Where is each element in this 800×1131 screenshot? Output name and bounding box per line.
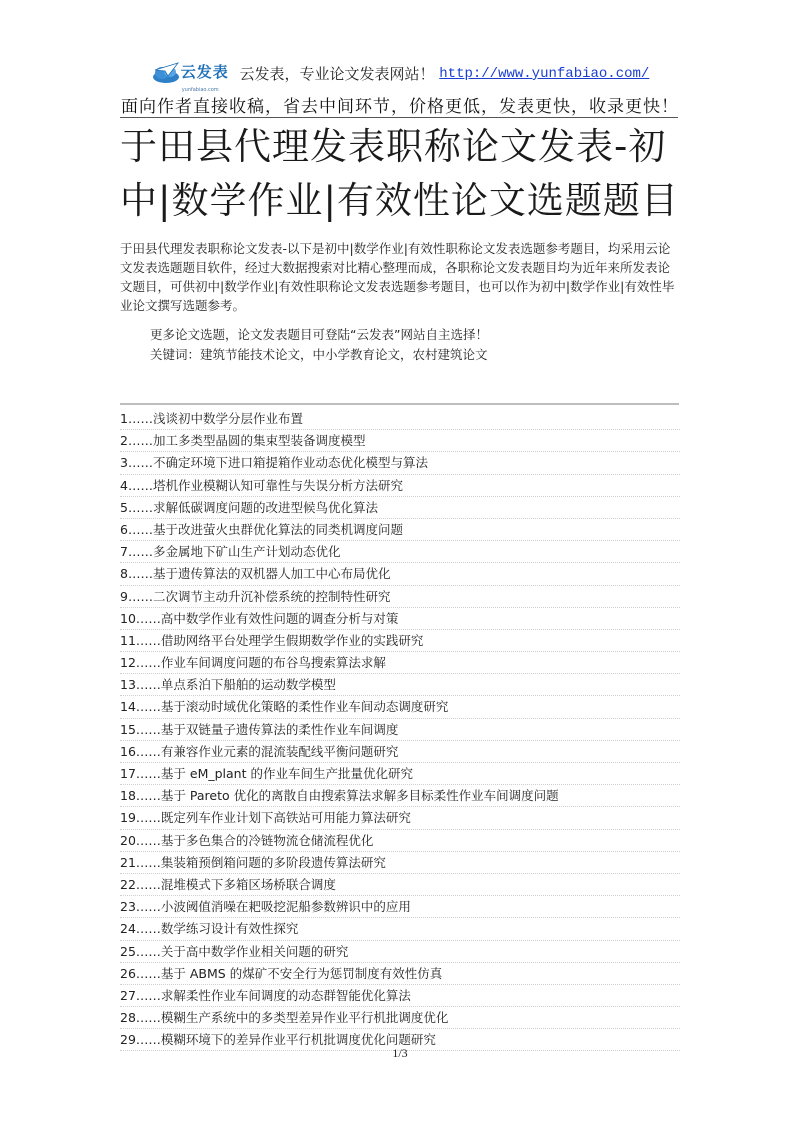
topic-item: 3……不确定环境下进口箱提箱作业动态优化模型与算法	[120, 452, 680, 474]
more-topics-note: 更多论文选题，论文发表题目可登陆“云发表”网站自主选择！	[150, 327, 488, 342]
header-divider	[120, 117, 678, 118]
topic-item: 2……加工多类型晶圆的集束型装备调度模型	[120, 430, 680, 452]
topic-item: 15……基于双链量子遗传算法的柔性作业车间调度	[120, 719, 680, 741]
topic-item: 17……基于 eM_plant 的作业车间生产批量优化研究	[120, 763, 680, 785]
site-url-link[interactable]: http://www.yunfabiao.com/	[439, 66, 650, 82]
topic-item: 26……基于 ABMS 的煤矿不安全行为惩罚制度有效性仿真	[120, 963, 680, 985]
topic-list	[120, 408, 680, 1051]
topic-item: 7……多金属地下矿山生产计划动态优化	[120, 541, 680, 563]
topic-item: 5……求解低碳调度问题的改进型候鸟优化算法	[120, 497, 680, 519]
topic-item: 22……混堆模式下多箱区场桥联合调度	[120, 874, 680, 896]
list-divider	[120, 403, 679, 405]
topic-item: 6……基于改进萤火虫群优化算法的同类机调度问题	[120, 519, 680, 541]
logo-subtext: yunfabiao.com	[181, 87, 219, 93]
site-header	[0, 60, 800, 93]
topic-item: 11……借助网络平台处理学生假期数学作业的实践研究	[120, 630, 680, 652]
topic-item: 19……既定列车作业计划下高铁站可用能力算法研究	[120, 807, 680, 829]
topic-item: 28……模糊生产系统中的多类型差异作业平行机批调度优化	[120, 1007, 680, 1029]
topic-item: 29……模糊环境下的差异作业平行机批调度优化问题研究	[120, 1029, 680, 1051]
topic-item: 20……基于多色集合的冷链物流仓储流程优化	[120, 830, 680, 852]
cloud-paper-plane-icon	[151, 60, 181, 86]
topic-item: 9……二次调节主动升沉补偿系统的控制特性研究	[120, 586, 680, 608]
topic-item: 23……小波阈值消噪在耙吸挖泥船参数辨识中的应用	[120, 896, 680, 918]
topic-item: 14……基于滚动时域优化策略的柔性作业车间动态调度研究	[120, 696, 680, 718]
topic-item: 25……关于高中数学作业相关问题的研究	[120, 941, 680, 963]
topic-item: 10……高中数学作业有效性问题的调查分析与对策	[120, 608, 680, 630]
topic-item: 12……作业车间调度问题的布谷鸟搜索算法求解	[120, 652, 680, 674]
yunfabiao-logo[interactable]	[151, 60, 233, 93]
site-tagline: 面向作者直接收稿，省去中间环节，价格更低，发表更快，收录更快！	[121, 97, 679, 117]
site-slogan: 云发表，专业论文发表网站！	[239, 65, 435, 83]
topic-item: 16……有兼容作业元素的混流装配线平衡问题研究	[120, 741, 680, 763]
topic-item: 8……基于遗传算法的双机器人加工中心布局优化	[120, 563, 680, 585]
logo-text: 云发表	[180, 63, 229, 81]
topic-item: 13……单点系泊下船舶的运动数学模型	[120, 674, 680, 696]
topic-item: 4……塔机作业模糊认知可靠性与失误分析方法研究	[120, 475, 680, 497]
keywords-line: 关键词：建筑节能技术论文，中小学教育论文，农村建筑论文	[150, 347, 488, 362]
intro-paragraph: 于田县代理发表职称论文发表-以下是初中|数学作业|有效性职称论文发表选题参考题目，均采用云论文发表选题题目软件，经过大数据搜索对比精心整理而成，各职称论文发表题目均为近年来所发表论文题目，可供初中|数学作业|有效性职称论文发表选题参考题目，也可以作为初中|数学作业|有效性毕业论文撰写选题参考。	[120, 241, 675, 313]
topic-item: 1……浅谈初中数学分层作业布置	[120, 408, 680, 430]
topic-item: 24……数学练习设计有效性探究	[120, 918, 680, 940]
page-number: 1/3	[392, 1046, 408, 1060]
topic-item: 18……基于 Pareto 优化的离散自由搜索算法求解多目标柔性作业车间调度问题	[120, 785, 680, 807]
document-title: 于田县代理发表职称论文发表-初中|数学作业|有效性论文选题题目	[120, 125, 679, 222]
topic-item: 21……集装箱预倒箱问题的多阶段遗传算法研究	[120, 852, 680, 874]
topic-item: 27……求解柔性作业车间调度的动态群智能优化算法	[120, 985, 680, 1007]
